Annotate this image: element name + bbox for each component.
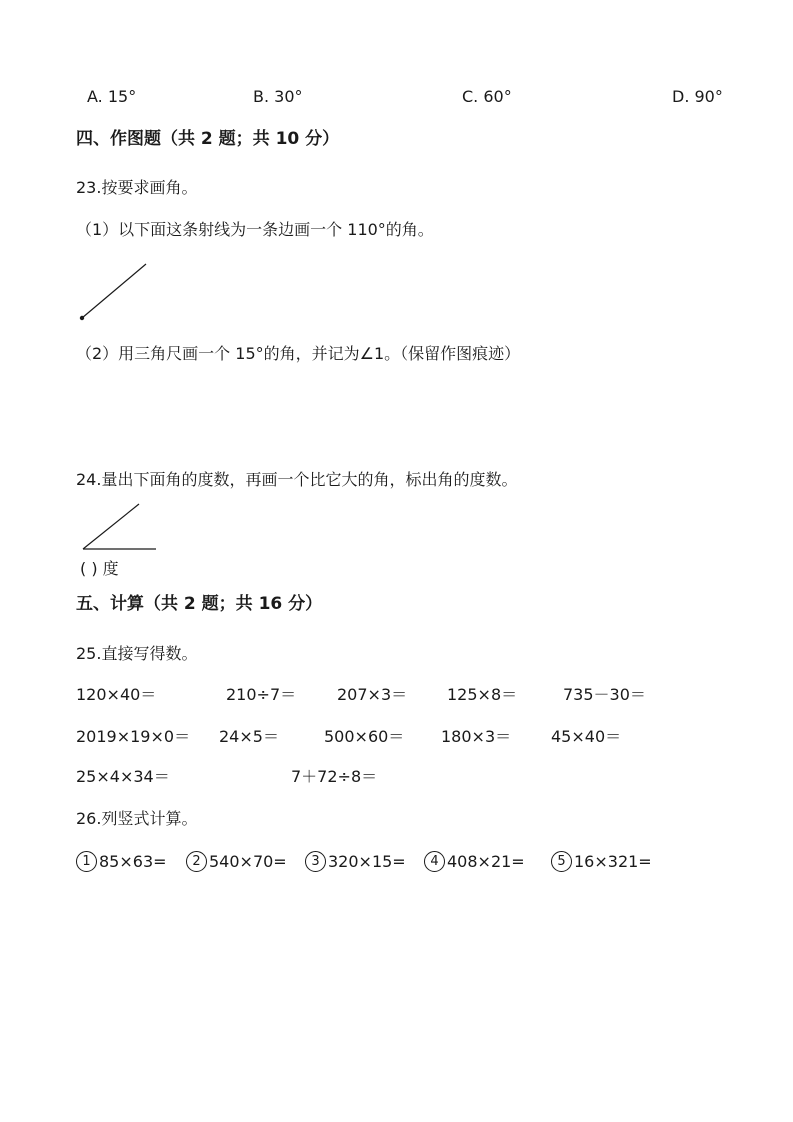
choice-c: C. 60° xyxy=(462,87,512,106)
vertical-calc-item xyxy=(76,851,167,872)
choice-d: D. 90° xyxy=(672,87,723,106)
circled-number: 2 xyxy=(186,851,207,872)
calc-item: 207×3＝ xyxy=(337,685,408,704)
calc-item: 24×5＝ xyxy=(219,727,279,746)
ray-line xyxy=(82,264,146,318)
calc-item: 2019×19×0＝ xyxy=(76,727,191,746)
q26-title: 26.列竖式计算。 xyxy=(76,809,198,828)
section5-heading: 五、计算（共 2 题；共 16 分） xyxy=(76,594,323,614)
section4-heading: 四、作图题（共 2 题；共 10 分） xyxy=(76,129,340,149)
calc-item: 500×60＝ xyxy=(324,727,405,746)
vertical-calc-item xyxy=(305,851,406,872)
choice-b: B. 30° xyxy=(253,87,303,106)
q24-answer-label: ( ) 度 xyxy=(80,559,119,578)
calc-item: 180×3＝ xyxy=(441,727,512,746)
circled-number: 4 xyxy=(424,851,445,872)
calc-expression: 408×21= xyxy=(447,851,525,871)
q25-title: 25.直接写得数。 xyxy=(76,644,198,663)
vertical-calc-item xyxy=(424,851,525,872)
calc-item: 7＋72÷8＝ xyxy=(291,767,378,786)
calc-item: 210÷7＝ xyxy=(226,685,297,704)
vertical-calc-item xyxy=(551,851,652,872)
calc-item: 125×8＝ xyxy=(447,685,518,704)
calc-expression: 540×70= xyxy=(209,851,287,871)
calc-item: 25×4×34＝ xyxy=(76,767,170,786)
calc-item: 120×40＝ xyxy=(76,685,157,704)
circled-number: 1 xyxy=(76,851,97,872)
circled-number: 3 xyxy=(305,851,326,872)
vertical-calc-item xyxy=(186,851,287,872)
calc-expression: 85×63= xyxy=(99,851,167,871)
circled-number: 5 xyxy=(551,851,572,872)
calc-item: 45×40＝ xyxy=(551,727,622,746)
choice-a: A. 15° xyxy=(87,87,137,106)
calc-expression: 320×15= xyxy=(328,851,406,871)
q23-title: 23.按要求画角。 xyxy=(76,178,198,197)
calc-expression: 16×321= xyxy=(574,851,652,871)
q23-part2: （2）用三角尺画一个 15°的角，并记为∠1。（保留作图痕迹） xyxy=(76,344,521,363)
q23-part1: （1）以下面这条射线为一条边画一个 110°的角。 xyxy=(76,220,434,239)
q24-title: 24.量出下面角的度数，再画一个比它大的角，标出角的度数。 xyxy=(76,470,518,489)
calc-item: 735－30＝ xyxy=(563,685,646,704)
ray-endpoint xyxy=(80,316,84,320)
angle-side-2 xyxy=(83,504,139,549)
